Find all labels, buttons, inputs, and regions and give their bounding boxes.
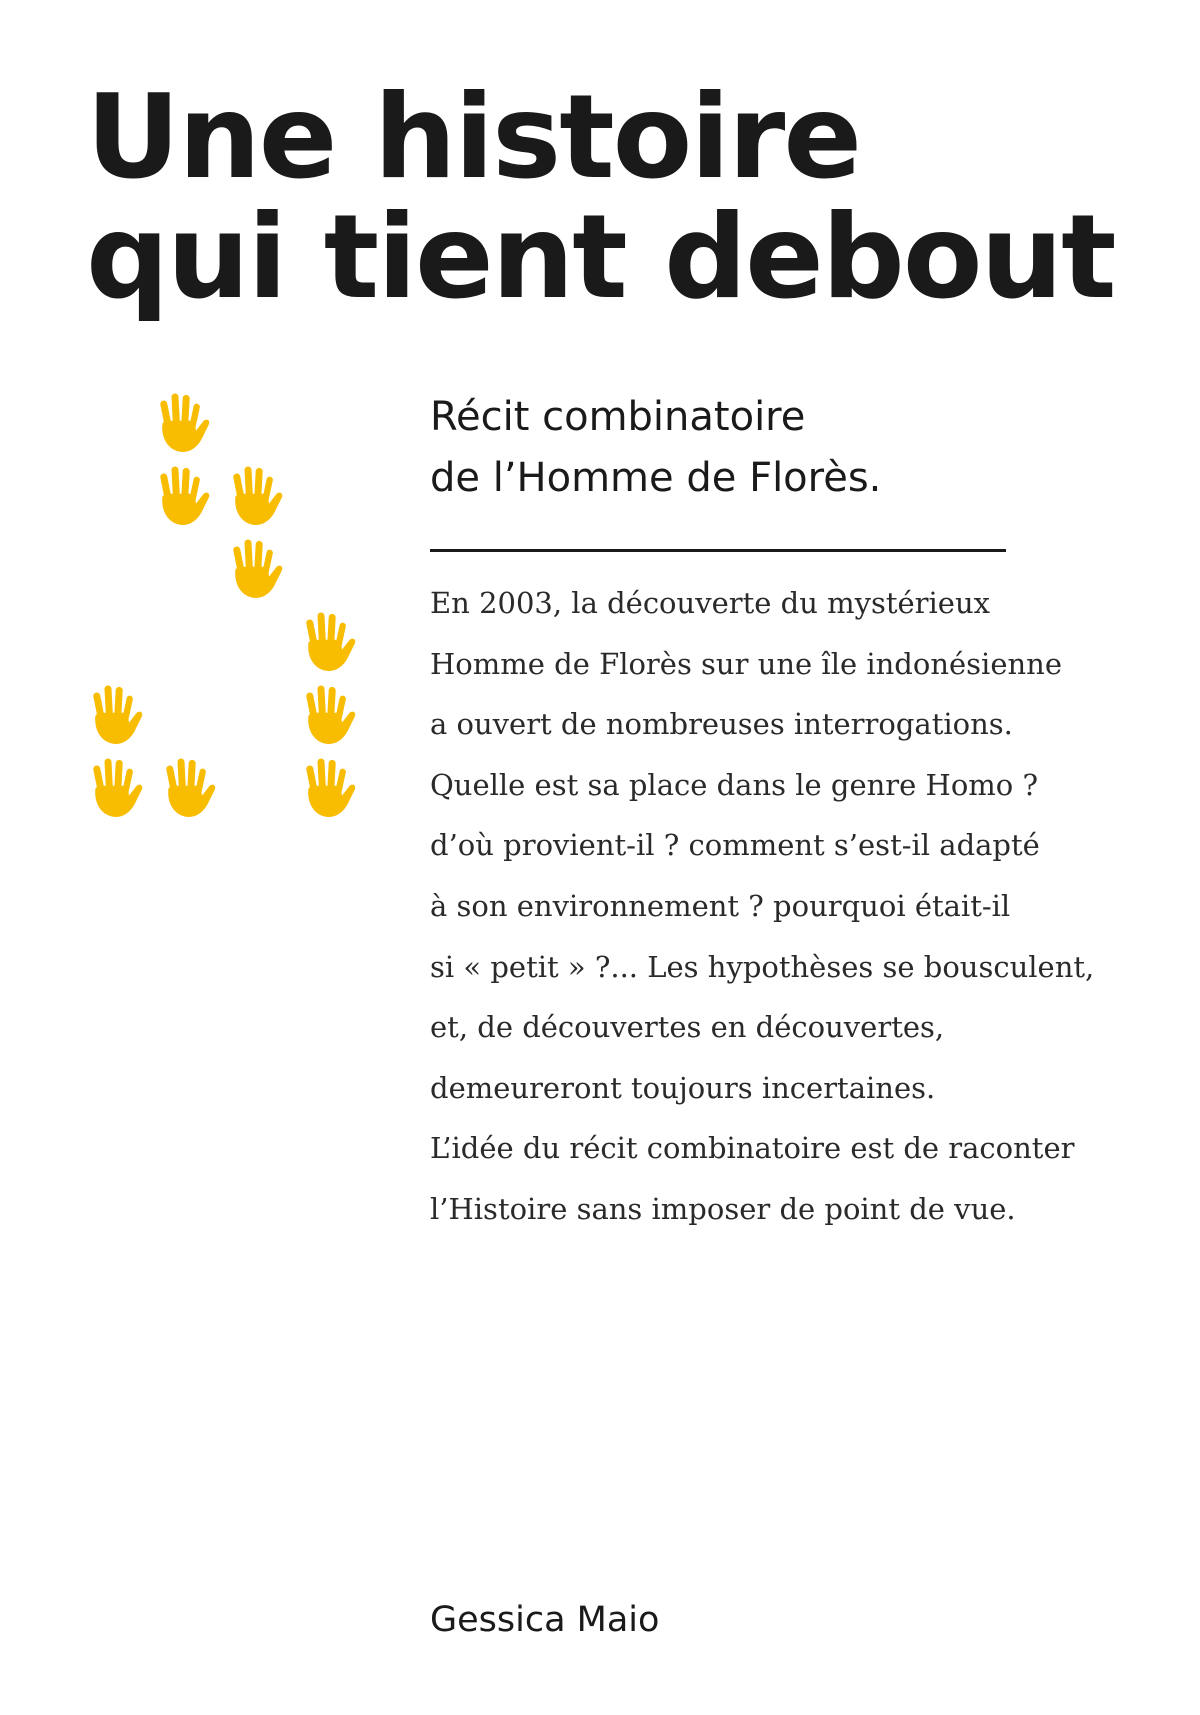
hand-print-icon [80, 682, 150, 752]
body-line: et, de découvertes en découvertes, [430, 1010, 945, 1045]
hand-print-icon [293, 682, 363, 752]
hand-print-icon [153, 755, 223, 825]
hand-print-icon [293, 609, 363, 679]
body-line: Quelle est sa place dans le genre Homo ? [430, 767, 1039, 802]
body-line: l’Histoire sans imposer de point de vue. [430, 1191, 1016, 1226]
hand-print-icon [147, 463, 217, 533]
hand-print-icon [147, 390, 217, 460]
divider [430, 549, 1006, 552]
hand-print-icon [80, 755, 150, 825]
body-line: demeureront toujours incertaines. [430, 1070, 936, 1105]
body-line: à son environnement ? pourquoi était-il [430, 888, 1011, 923]
hand-prints-illustration [80, 390, 380, 840]
title-line-2: qui tient debout [86, 190, 1115, 325]
hand-print-icon [293, 755, 363, 825]
author-name: Gessica Maio [430, 1600, 660, 1640]
body-line: si « petit » ?... Les hypothèses se bousculent, [430, 949, 1095, 984]
body-line: L’idée du récit combinatoire est de raconter [430, 1131, 1075, 1166]
subtitle-line-2: de l’Homme de Florès. [430, 455, 882, 501]
body-paragraph [430, 573, 1130, 1240]
hand-print-icon [220, 536, 290, 606]
body-line: Homme de Florès sur une île indonésienne [430, 646, 1063, 681]
hand-print-icon [220, 463, 290, 533]
page-title [86, 70, 1115, 325]
subtitle [430, 387, 881, 509]
body-line: En 2003, la découverte du mystérieux [430, 586, 991, 620]
subtitle-line-1: Récit combinatoire [430, 394, 806, 440]
body-line: a ouvert de nombreuses interrogations. [430, 707, 1013, 742]
body-line: d’où provient-il ? comment s’est-il adapté [430, 828, 1040, 863]
title-line-1: Une histoire [86, 70, 861, 205]
